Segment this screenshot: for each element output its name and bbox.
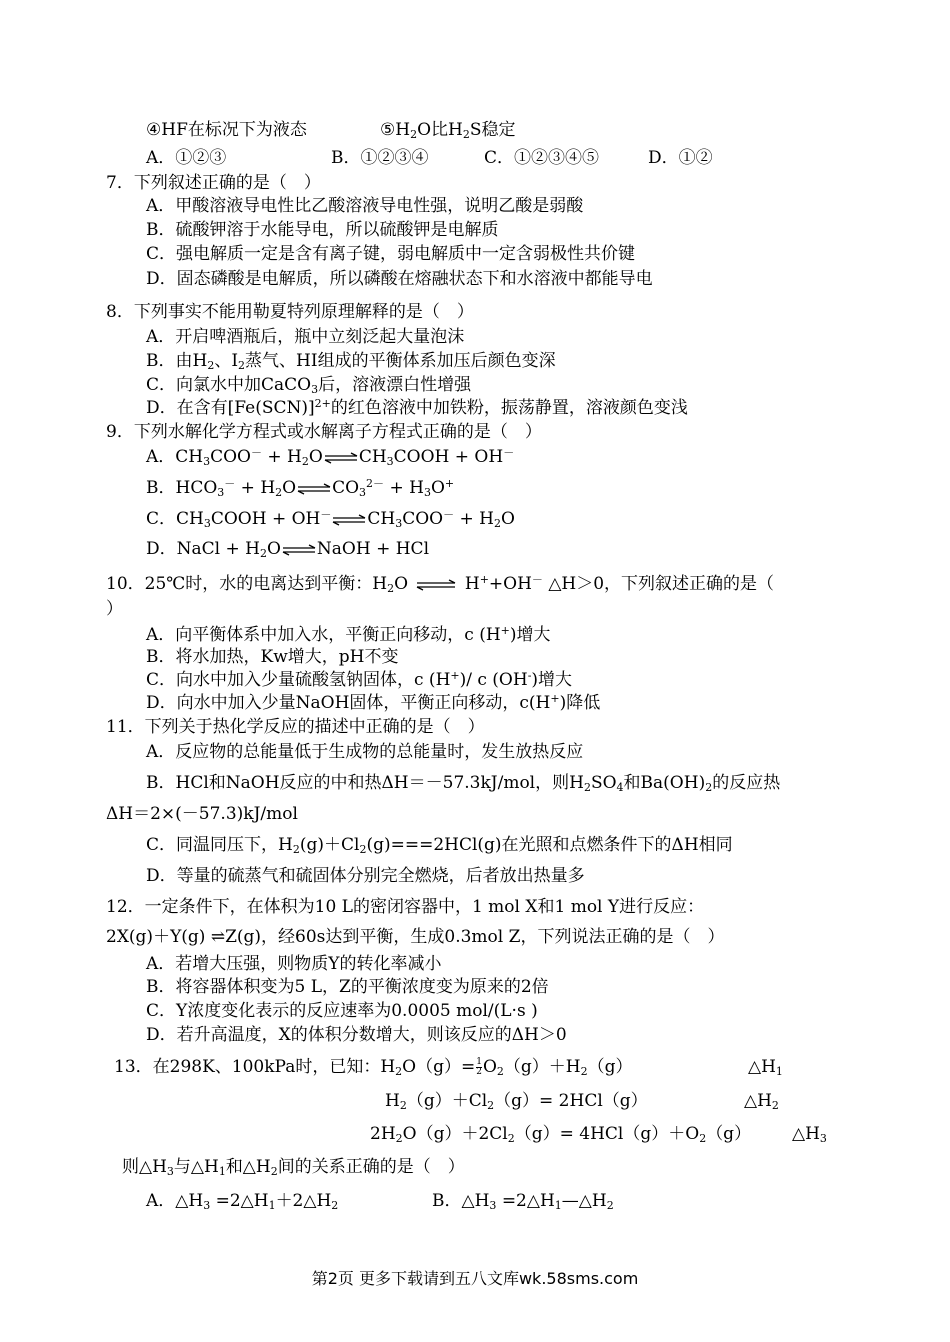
- q9-stem: 9．下列水解化学方程式或水解离子方程式正确的是（ ）: [106, 422, 542, 442]
- q6-option-c: C．①②③④⑤: [484, 148, 600, 168]
- q7-option-c: C．强电解质一定是含有离子键，弱电解质中一定含弱极性共价键: [146, 244, 636, 264]
- q9-option-a: A．$CH_3COO^- + H_2O$ $CH_3COOH + OH^-$: [146, 446, 515, 468]
- q7-stem: 7．下列叙述正确的是（ ）: [106, 173, 321, 193]
- page-footer: 第2页 更多下载请到五八文库wk.58sms.com: [311, 1269, 639, 1288]
- q6-option-a: A．①②③: [146, 148, 227, 168]
- q12-option-d: D．若升高温度，X的体积分数增大，则该反应的ΔH＞0: [146, 1025, 567, 1045]
- q10-option-b: B．将水加热，Kw增大，pH不变: [146, 647, 399, 667]
- q8-option-a: A．开启啤酒瓶后，瓶中立刻泛起大量泡沫: [146, 327, 465, 347]
- q6-item-5: $⑤H_2O$比$H_2S$稳定: [380, 120, 516, 141]
- q12-stem-cont: 2X(g)＋Y(g) ⇌Z(g)，经60s达到平衡，生成0.3mol Z，下列说法正确的是（ ）: [106, 927, 725, 947]
- q13-option-a: A．$\triangle H_3$ $=2\triangle H_1+2\triangle H_2$: [146, 1191, 339, 1212]
- q6-option-b: B．①②③④: [331, 148, 429, 168]
- q9-option-b: B．$HCO_3^- + H_2O$ $CO_3^{2-} + H_3O^+$: [146, 477, 455, 499]
- q6-option-d: D．①②: [648, 148, 713, 168]
- q12-option-a: A．若增大压强，则物质Y的转化率减小: [146, 954, 442, 974]
- equilibrium-arrow-icon: [297, 483, 331, 495]
- q11-option-b-cont: ΔH＝2×(－57.3)kJ/mol: [106, 804, 298, 824]
- q11-option-c: C．同温同压下，$H_2(g)+Cl_2(g)===2HCl(g)$在光照和点燃条件下的ΔH相同: [146, 835, 733, 856]
- q11-option-a: A．反应物的总能量低于生成物的总能量时，发生放热反应: [146, 742, 584, 762]
- q13-dh2: $\triangle H_2$: [744, 1091, 779, 1112]
- q11-option-d: D．等量的硫蒸气和硫固体分别完全燃烧，后者放出热量多: [146, 866, 585, 886]
- q13-relation: 则$\triangle H_3$与$\triangle H_1$和$\triangle H_2$间的关系正确的是（ ）: [122, 1157, 465, 1178]
- q8-option-b: B．由$H_2$、$I_2$蒸气、HI组成的平衡体系加压后颜色变深: [146, 351, 556, 372]
- q10-stem-cont: ）: [106, 599, 123, 619]
- q10-option-d: D．向水中加入少量NaOH固体，平衡正向移动，c(H+)降低: [146, 692, 601, 713]
- q12-option-b: B．将容器体积变为5 L，Z的平衡浓度变为原来的2倍: [146, 977, 549, 997]
- equilibrium-arrow-icon: [282, 544, 316, 556]
- q7-option-b: B．硫酸钾溶于水能导电，所以硫酸钾是电解质: [146, 220, 499, 240]
- q8-stem: 8．下列事实不能用勒夏特列原理解释的是（ ）: [106, 302, 474, 322]
- q13-dh1: $\triangle H_1$: [748, 1057, 783, 1078]
- q13-dh3: $\triangle H_3$: [792, 1124, 827, 1145]
- one-half-fraction: $\frac{1}{2}$: [476, 1057, 482, 1077]
- equilibrium-arrow-icon: [332, 514, 366, 526]
- q11-stem: 11．下列关于热化学反应的描述中正确的是（ ）: [106, 717, 485, 737]
- equilibrium-arrow-icon: [324, 452, 358, 464]
- q7-option-a: A．甲酸溶液导电性比乙酸溶液导电性强，说明乙酸是弱酸: [146, 196, 584, 216]
- q10-option-c: C．向水中加入少量硫酸氢钠固体，c (H+)/ c (OH-)增大: [146, 669, 573, 690]
- q7-option-d: D．固态磷酸是电解质，所以磷酸在熔融状态下和水溶液中都能导电: [146, 269, 653, 289]
- q13-option-b: B．$\triangle H_3$ $=2\triangle H_1—\triangle H_2$: [432, 1191, 614, 1212]
- q10-stem: 10．25℃时，水的电离达到平衡：$H_2O$ H++OH－ △H＞0，下列叙述正确的是（: [106, 573, 775, 595]
- q6-item-4: ④HF在标况下为液态: [146, 120, 307, 140]
- q13-reaction-2: $H_2(g)+Cl_2(g)= 2HCl(g)$: [385, 1091, 648, 1112]
- equilibrium-arrow-icon: [414, 579, 458, 591]
- q9-option-d: D．NaCl + $H_2O$ NaOH + HCl: [146, 539, 429, 560]
- q12-option-c: C．Y浓度变化表示的反应速率为0.0005 mol/(L·s ): [146, 1001, 538, 1021]
- q8-option-c: C．向氯水中加CaCO$_3$后，溶液漂白性增强: [146, 375, 472, 396]
- q10-option-a: A．向平衡体系中加入水，平衡正向移动，c (H+)增大: [146, 624, 551, 645]
- q11-option-b: B．HCl和NaOH反应的中和热ΔH＝－57.3kJ/mol，则$H_2SO_4$和$Ba(OH)_2$的反应热: [146, 773, 781, 794]
- q13-reaction-1: 13．在298K、100kPa时，已知：$H_2O(g)=$ $\frac{1}{2}$ $O_2(g)+H_2(g)$: [114, 1057, 633, 1078]
- q12-stem: 12．一定条件下，在体积为10 L的密闭容器中，1 mol X和1 mol Y进行反应：: [106, 897, 705, 917]
- q13-reaction-3: $2H_2O(g)+2Cl_2(g)= 4HCl(g)+O_2(g)$: [370, 1124, 752, 1145]
- q8-option-d: D．在含有$[Fe(SCN)]^{2+}$的红色溶液中加铁粉，振荡静置，溶液颜色变浅: [146, 397, 688, 418]
- q9-option-c: C．$CH_3COOH + OH^-$ $CH_3COO^- + H_2O$: [146, 508, 515, 530]
